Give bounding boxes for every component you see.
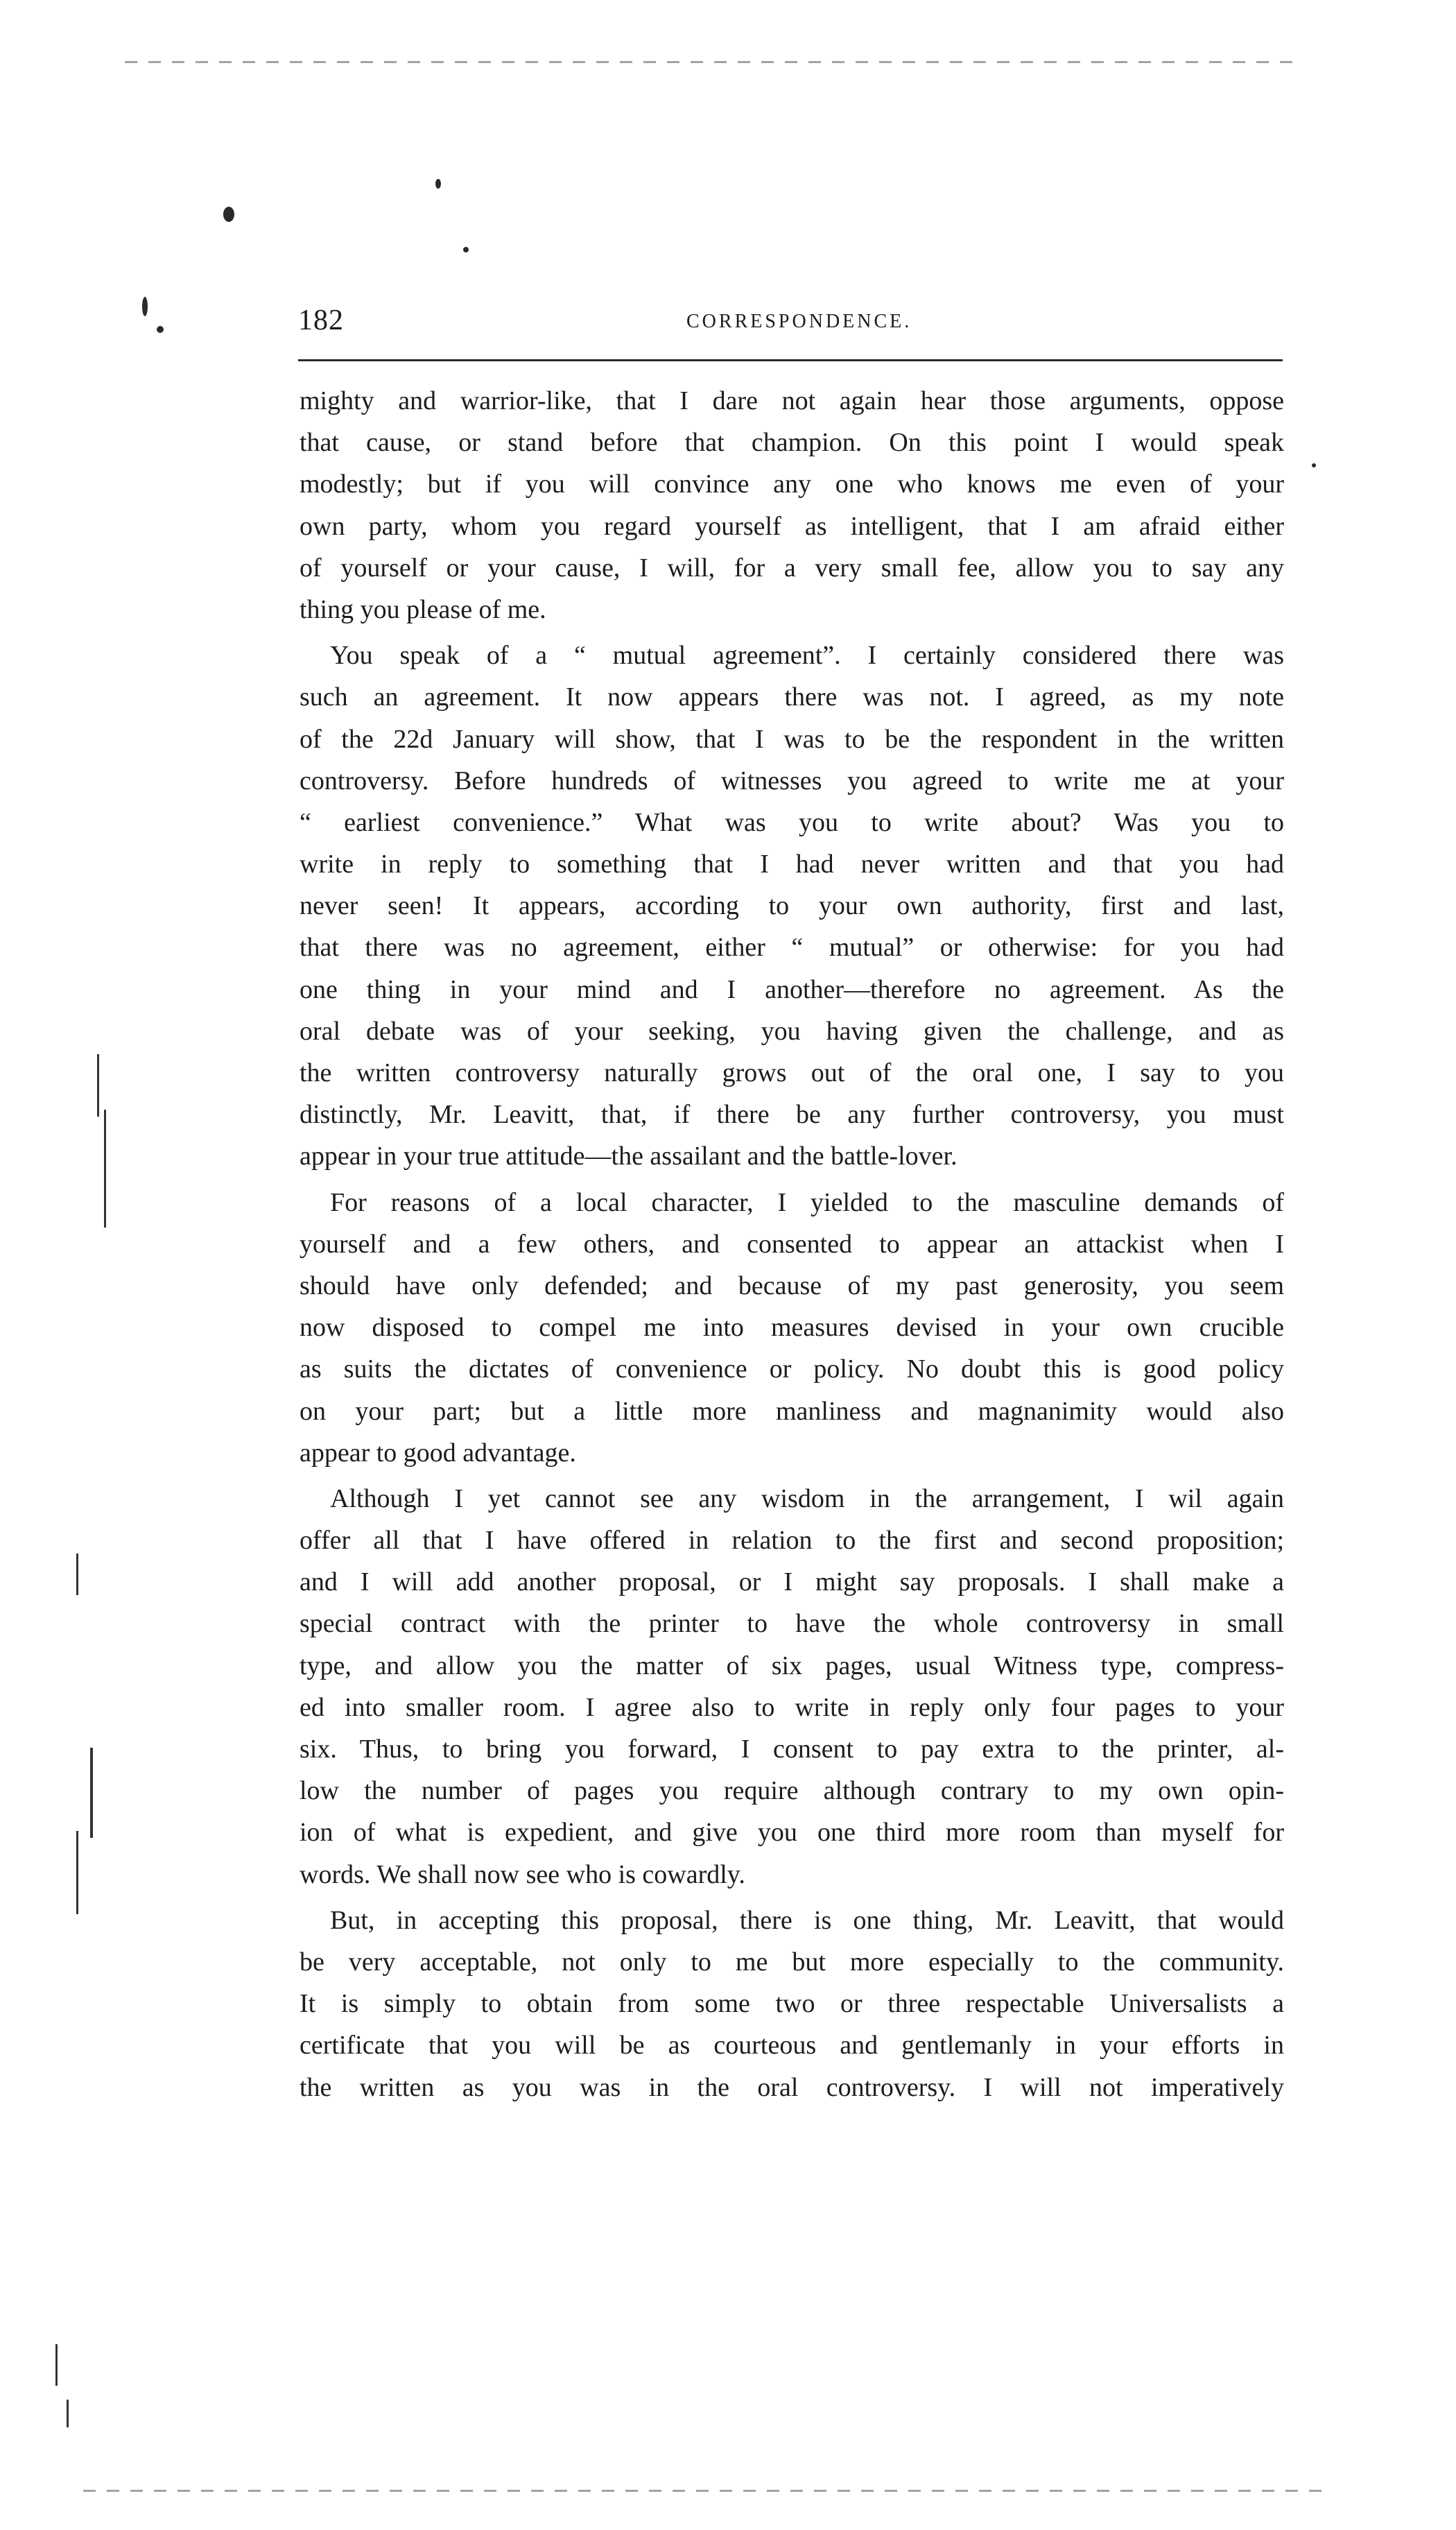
text-line: one thing in your mind and I another—therefore no agreement. As the xyxy=(300,974,1284,1004)
text-line: write in reply to something that I had never written and that you had xyxy=(300,850,1284,879)
text-line: modestly; but if you will convince any one who knows me even of your xyxy=(300,470,1284,499)
scan-speck xyxy=(157,326,164,333)
text-line: type, and allow you the matter of six pages, usual Witness type, compress- xyxy=(300,1651,1284,1680)
scan-edge-bottom xyxy=(83,2490,1331,2492)
text-line: own party, whom you regard yourself as intelligent, that I am afraid either xyxy=(300,511,1284,541)
paragraph xyxy=(300,1182,1284,1474)
text-line: of the 22d January will show, that I was to be the respondent in the written xyxy=(300,724,1284,754)
text-line: and I will add another proposal, or I might say proposals. I shall make a xyxy=(300,1567,1284,1597)
scan-speck xyxy=(223,207,234,222)
text-line: be very acceptable, not only to me but more especially to the community. xyxy=(300,1947,1284,1977)
text-line: appear in your true attitude—the assailant and the battle-lover. xyxy=(300,1142,957,1171)
scan-edge-top xyxy=(125,61,1303,63)
text-line: ed into smaller room. I agree also to write in reply only four pages to your xyxy=(300,1692,1284,1722)
text-line: For reasons of a local character, I yielded to the masculine demands of xyxy=(330,1187,1284,1217)
paragraph xyxy=(300,1478,1284,1895)
text-line: “ earliest convenience.” What was you to write about? Was you to xyxy=(300,807,1284,837)
scan-margin-mark xyxy=(97,1054,99,1117)
text-line: that cause, or stand before that champion. On this point I would speak xyxy=(300,428,1284,458)
text-line: offer all that I have offered in relation to the first and second proposition; xyxy=(300,1526,1284,1556)
text-line: now disposed to compel me into measures devised in your own crucible xyxy=(300,1313,1284,1343)
text-line: But, in accepting this proposal, there is one thing, Mr. Leavitt, that would xyxy=(330,1905,1284,1935)
scan-margin-mark xyxy=(55,2344,58,2386)
text-line: ion of what is expedient, and give you one third more room than myself for xyxy=(300,1818,1284,1848)
scan-margin-mark xyxy=(90,1748,93,1838)
text-line: words. We shall now see who is cowardly. xyxy=(300,1859,745,1889)
text-line: Although I yet cannot see any wisdom in the arrangement, I wil again xyxy=(330,1483,1284,1513)
scan-speck xyxy=(142,297,148,316)
text-line: It is simply to obtain from some two or three respectable Universalists a xyxy=(300,1989,1284,2019)
page-number: 182 xyxy=(298,304,344,336)
text-line: mighty and warrior-like, that I dare not again hear those arguments, oppose xyxy=(300,386,1284,415)
text-line: certificate that you will be as courteous and gentlemanly in your efforts in xyxy=(300,2031,1284,2060)
text-line: You speak of a “ mutual agreement”. I certainly considered there was xyxy=(330,641,1284,671)
paragraph xyxy=(300,635,1284,1177)
paragraph xyxy=(300,1900,1284,2108)
header-rule xyxy=(298,359,1283,361)
scan-margin-mark xyxy=(76,1554,78,1595)
paragraph xyxy=(300,380,1284,630)
text-line: of yourself or your cause, I will, for a very small fee, allow you to say any xyxy=(300,553,1284,583)
text-line: that there was no agreement, either “ mutual” or otherwise: for you had xyxy=(300,933,1284,963)
text-line: should have only defended; and because of my past generosity, you seem xyxy=(300,1271,1284,1300)
text-line: six. Thus, to bring you forward, I consent to pay extra to the printer, al- xyxy=(300,1735,1284,1764)
scan-speck xyxy=(1312,463,1316,467)
text-line: yourself and a few others, and consented to appear an attackist when I xyxy=(300,1229,1284,1259)
text-line: never seen! It appears, according to your own authority, first and last, xyxy=(300,891,1284,921)
text-line: special contract with the printer to have the whole controversy in small xyxy=(300,1609,1284,1639)
scan-speck xyxy=(435,179,441,189)
text-line: controversy. Before hundreds of witnesses you agreed to write me at your xyxy=(300,766,1284,795)
scan-speck xyxy=(463,247,469,252)
text-line: oral debate was of your seeking, you having given the challenge, and as xyxy=(300,1016,1284,1046)
text-line: such an agreement. It now appears there was not. I agreed, as my note xyxy=(300,682,1284,712)
scan-margin-mark xyxy=(104,1110,106,1228)
text-line: the written as you was in the oral controversy. I will not imperatively xyxy=(300,2072,1284,2102)
text-line: the written controversy naturally grows out of the oral one, I say to you xyxy=(300,1058,1284,1087)
scan-margin-mark xyxy=(67,2400,69,2427)
text-line: distinctly, Mr. Leavitt, that, if there be any further controversy, you must xyxy=(300,1100,1284,1130)
text-line: low the number of pages you require although contrary to my own opin- xyxy=(300,1776,1284,1806)
text-line: as suits the dictates of convenience or policy. No doubt this is good policy xyxy=(300,1354,1284,1384)
running-head: CORRESPONDENCE. xyxy=(686,311,912,332)
text-line: appear to good advantage. xyxy=(300,1438,576,1468)
page-header xyxy=(298,304,1283,345)
text-line: thing you please of me. xyxy=(300,594,546,624)
text-line: on your part; but a little more manliness and magnanimity would also xyxy=(300,1396,1284,1426)
body-text xyxy=(300,380,1284,2108)
scan-margin-mark xyxy=(76,1831,78,1914)
